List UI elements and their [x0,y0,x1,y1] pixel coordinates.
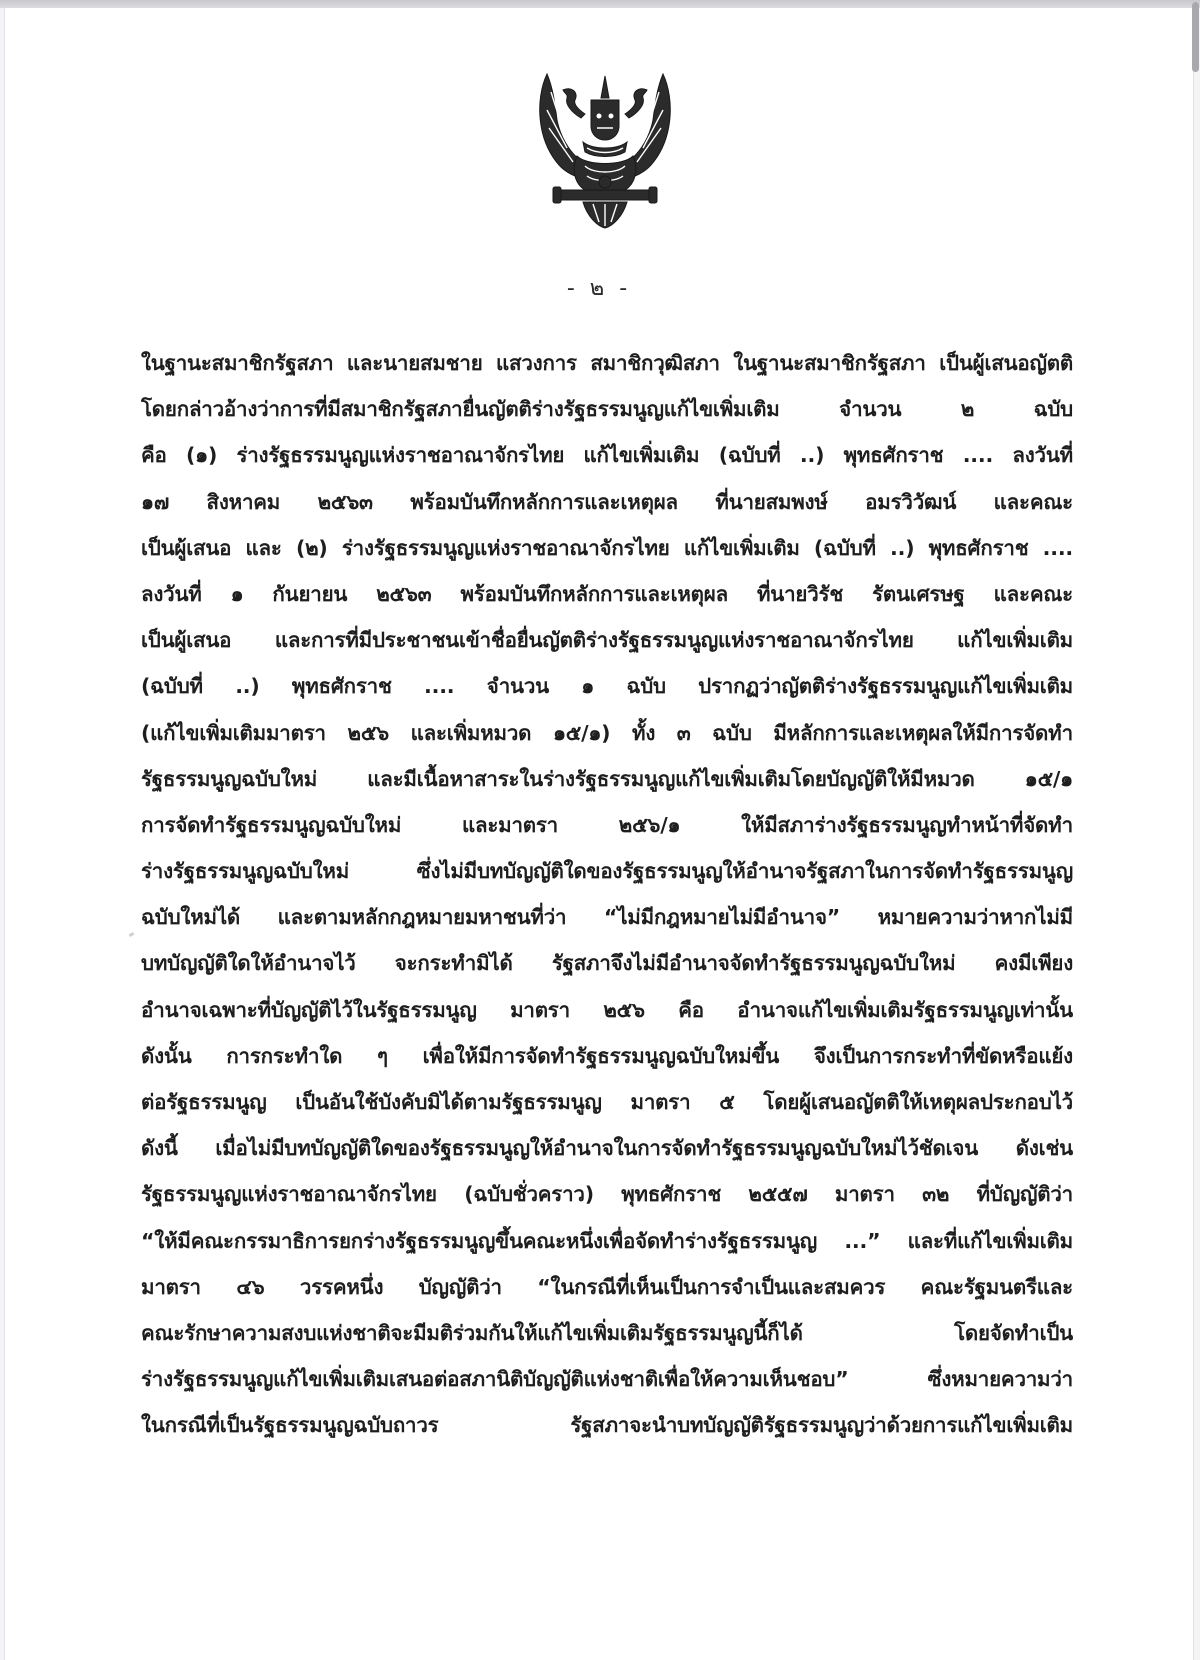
document-body [141,340,1073,1449]
text-line: ร่างรัฐธรรมนูญแก้ไขเพิ่มเติมเสนอต่อสภานิติบัญญัติแห่งชาติเพื่อให้ความเห็นชอบ” ซึ่งหมายความว่า [141,1367,1073,1392]
text-line: เป็นผู้เสนอ และ (๒) ร่างรัฐธรรมนูญแห่งราชอาณาจักรไทย แก้ไขเพิ่มเติม (ฉบับที่ ..) พุทธศักราช .... [141,535,1073,560]
text-line: (ฉบับที่ ..) พุทธศักราช .... จำนวน ๑ ฉบับ ปรากฏว่าญัตติร่างรัฐธรรมนูญแก้ไขเพิ่มเติม [141,674,1073,699]
document-page [4,8,1194,1660]
text-line: “ให้มีคณะกรรมาธิการยกร่างรัฐธรรมนูญขึ้นคณะหนึ่งเพื่อจัดทำร่างรัฐธรรมนูญ ...” และที่แก้ไขเพิ่มเติม [141,1228,1073,1253]
text-line: ดังนี้ เมื่อไม่มีบทบัญญัติใดของรัฐธรรมนูญให้อำนาจในการจัดทำรัฐธรรมนูญฉบับใหม่ไว้ชัดเจน ดังเช่น [141,1136,1073,1161]
text-line: ดังนั้น การกระทำใด ๆ เพื่อให้มีการจัดทำรัฐธรรมนูญฉบับใหม่ขึ้น จึงเป็นการกระทำที่ขัดหรือแย้ง [141,1043,1073,1068]
text-line: ๑๗ สิงหาคม ๒๕๖๓ พร้อมบันทึกหลักการและเหตุผล ที่นายสมพงษ์ อมรวิวัฒน์ และคณะ [141,489,1073,514]
scrollbar-thumb[interactable] [1192,2,1199,72]
text-line: รัฐธรรมนูญแห่งราชอาณาจักรไทย (ฉบับชั่วคราว) พุทธศักราช ๒๕๕๗ มาตรา ๓๒ ที่บัญญัติว่า [141,1182,1073,1207]
viewer-top-bar [0,0,1200,8]
scan-artifact [129,932,135,937]
text-line: คือ (๑) ร่างรัฐธรรมนูญแห่งราชอาณาจักรไทย แก้ไขเพิ่มเติม (ฉบับที่ ..) พุทธศักราช .... ลงวันที่ [141,443,1073,468]
text-line: คณะรักษาความสงบแห่งชาติจะมีมติร่วมกันให้แก้ไขเพิ่มเติมรัฐธรรมนูญนี้ก็ได้ โดยจัดทำเป็น [141,1320,1073,1345]
text-line: โดยกล่าวอ้างว่าการที่มีสมาชิกรัฐสภายื่นญัตติร่างรัฐธรรมนูญแก้ไขเพิ่มเติม จำนวน ๒ ฉบับ [141,397,1073,422]
text-line: เป็นผู้เสนอ และการที่มีประชาชนเข้าชื่อยื่นญัตติร่างรัฐธรรมนูญแห่งราชอาณาจักรไทย แก้ไขเพิ่มเติม [141,628,1073,653]
text-line: มาตรา ๔๖ วรรคหนึ่ง บัญญัติว่า “ในกรณีที่เห็นเป็นการจำเป็นและสมควร คณะรัฐมนตรีและ [141,1274,1073,1299]
text-line: อำนาจเฉพาะที่บัญญัติไว้ในรัฐธรรมนูญ มาตรา ๒๕๖ คือ อำนาจแก้ไขเพิ่มเติมรัฐธรรมนูญเท่านั้น [141,997,1073,1022]
text-line: การจัดทำรัฐธรรมนูญฉบับใหม่ และมาตรา ๒๕๖/๑ ให้มีสภาร่างรัฐธรรมนูญทำหน้าที่จัดทำ [141,812,1073,837]
text-line: ลงวันที่ ๑ กันยายน ๒๕๖๓ พร้อมบันทึกหลักการและเหตุผล ที่นายวิรัช รัตนเศรษฐ และคณะ [141,581,1073,606]
text-line: (แก้ไขเพิ่มเติมมาตรา ๒๕๖ และเพิ่มหมวด ๑๕/๑) ทั้ง ๓ ฉบับ มีหลักการและเหตุผลให้มีการจัดทำ [141,720,1073,745]
text-line: ในฐานะสมาชิกรัฐสภา และนายสมชาย แสวงการ สมาชิกวุฒิสภา ในฐานะสมาชิกรัฐสภา เป็นผู้เสนอญัตติ [141,351,1073,375]
vertical-scrollbar[interactable] [1192,0,1200,1660]
garuda-emblem-icon [527,70,683,230]
text-line: ฉบับใหม่ได้ และตามหลักกฎหมายมหาชนที่ว่า “ไม่มีกฎหมายไม่มีอำนาจ” หมายความว่าหากไม่มี [141,905,1073,930]
text-line: ร่างรัฐธรรมนูญฉบับใหม่ ซึ่งไม่มีบทบัญญัติใดของรัฐธรรมนูญให้อำนาจรัฐสภาในการจัดทำรัฐธรรมนูญ [141,859,1073,884]
text-line: บทบัญญัติใดให้อำนาจไว้ จะกระทำมิได้ รัฐสภาจึงไม่มีอำนาจจัดทำรัฐธรรมนูญฉบับใหม่ คงมีเพียง [141,951,1073,976]
page-number: - ๒ - [566,276,632,301]
text-line: รัฐธรรมนูญฉบับใหม่ และมีเนื้อหาสาระในร่างรัฐธรรมนูญแก้ไขเพิ่มเติมโดยบัญญัติให้มีหมวด ๑๕/๑ [141,766,1073,791]
text-line: ในกรณีที่เป็นรัฐธรรมนูญฉบับถาวร รัฐสภาจะนำบทบัญญัติรัฐธรรมนูญว่าด้วยการแก้ไขเพิ่มเติม [141,1413,1073,1438]
text-line: ต่อรัฐธรรมนูญ เป็นอันใช้บังคับมิได้ตามรัฐธรรมนูญ มาตรา ๕ โดยผู้เสนอญัตติให้เหตุผลประกอบไว้ [141,1090,1073,1114]
